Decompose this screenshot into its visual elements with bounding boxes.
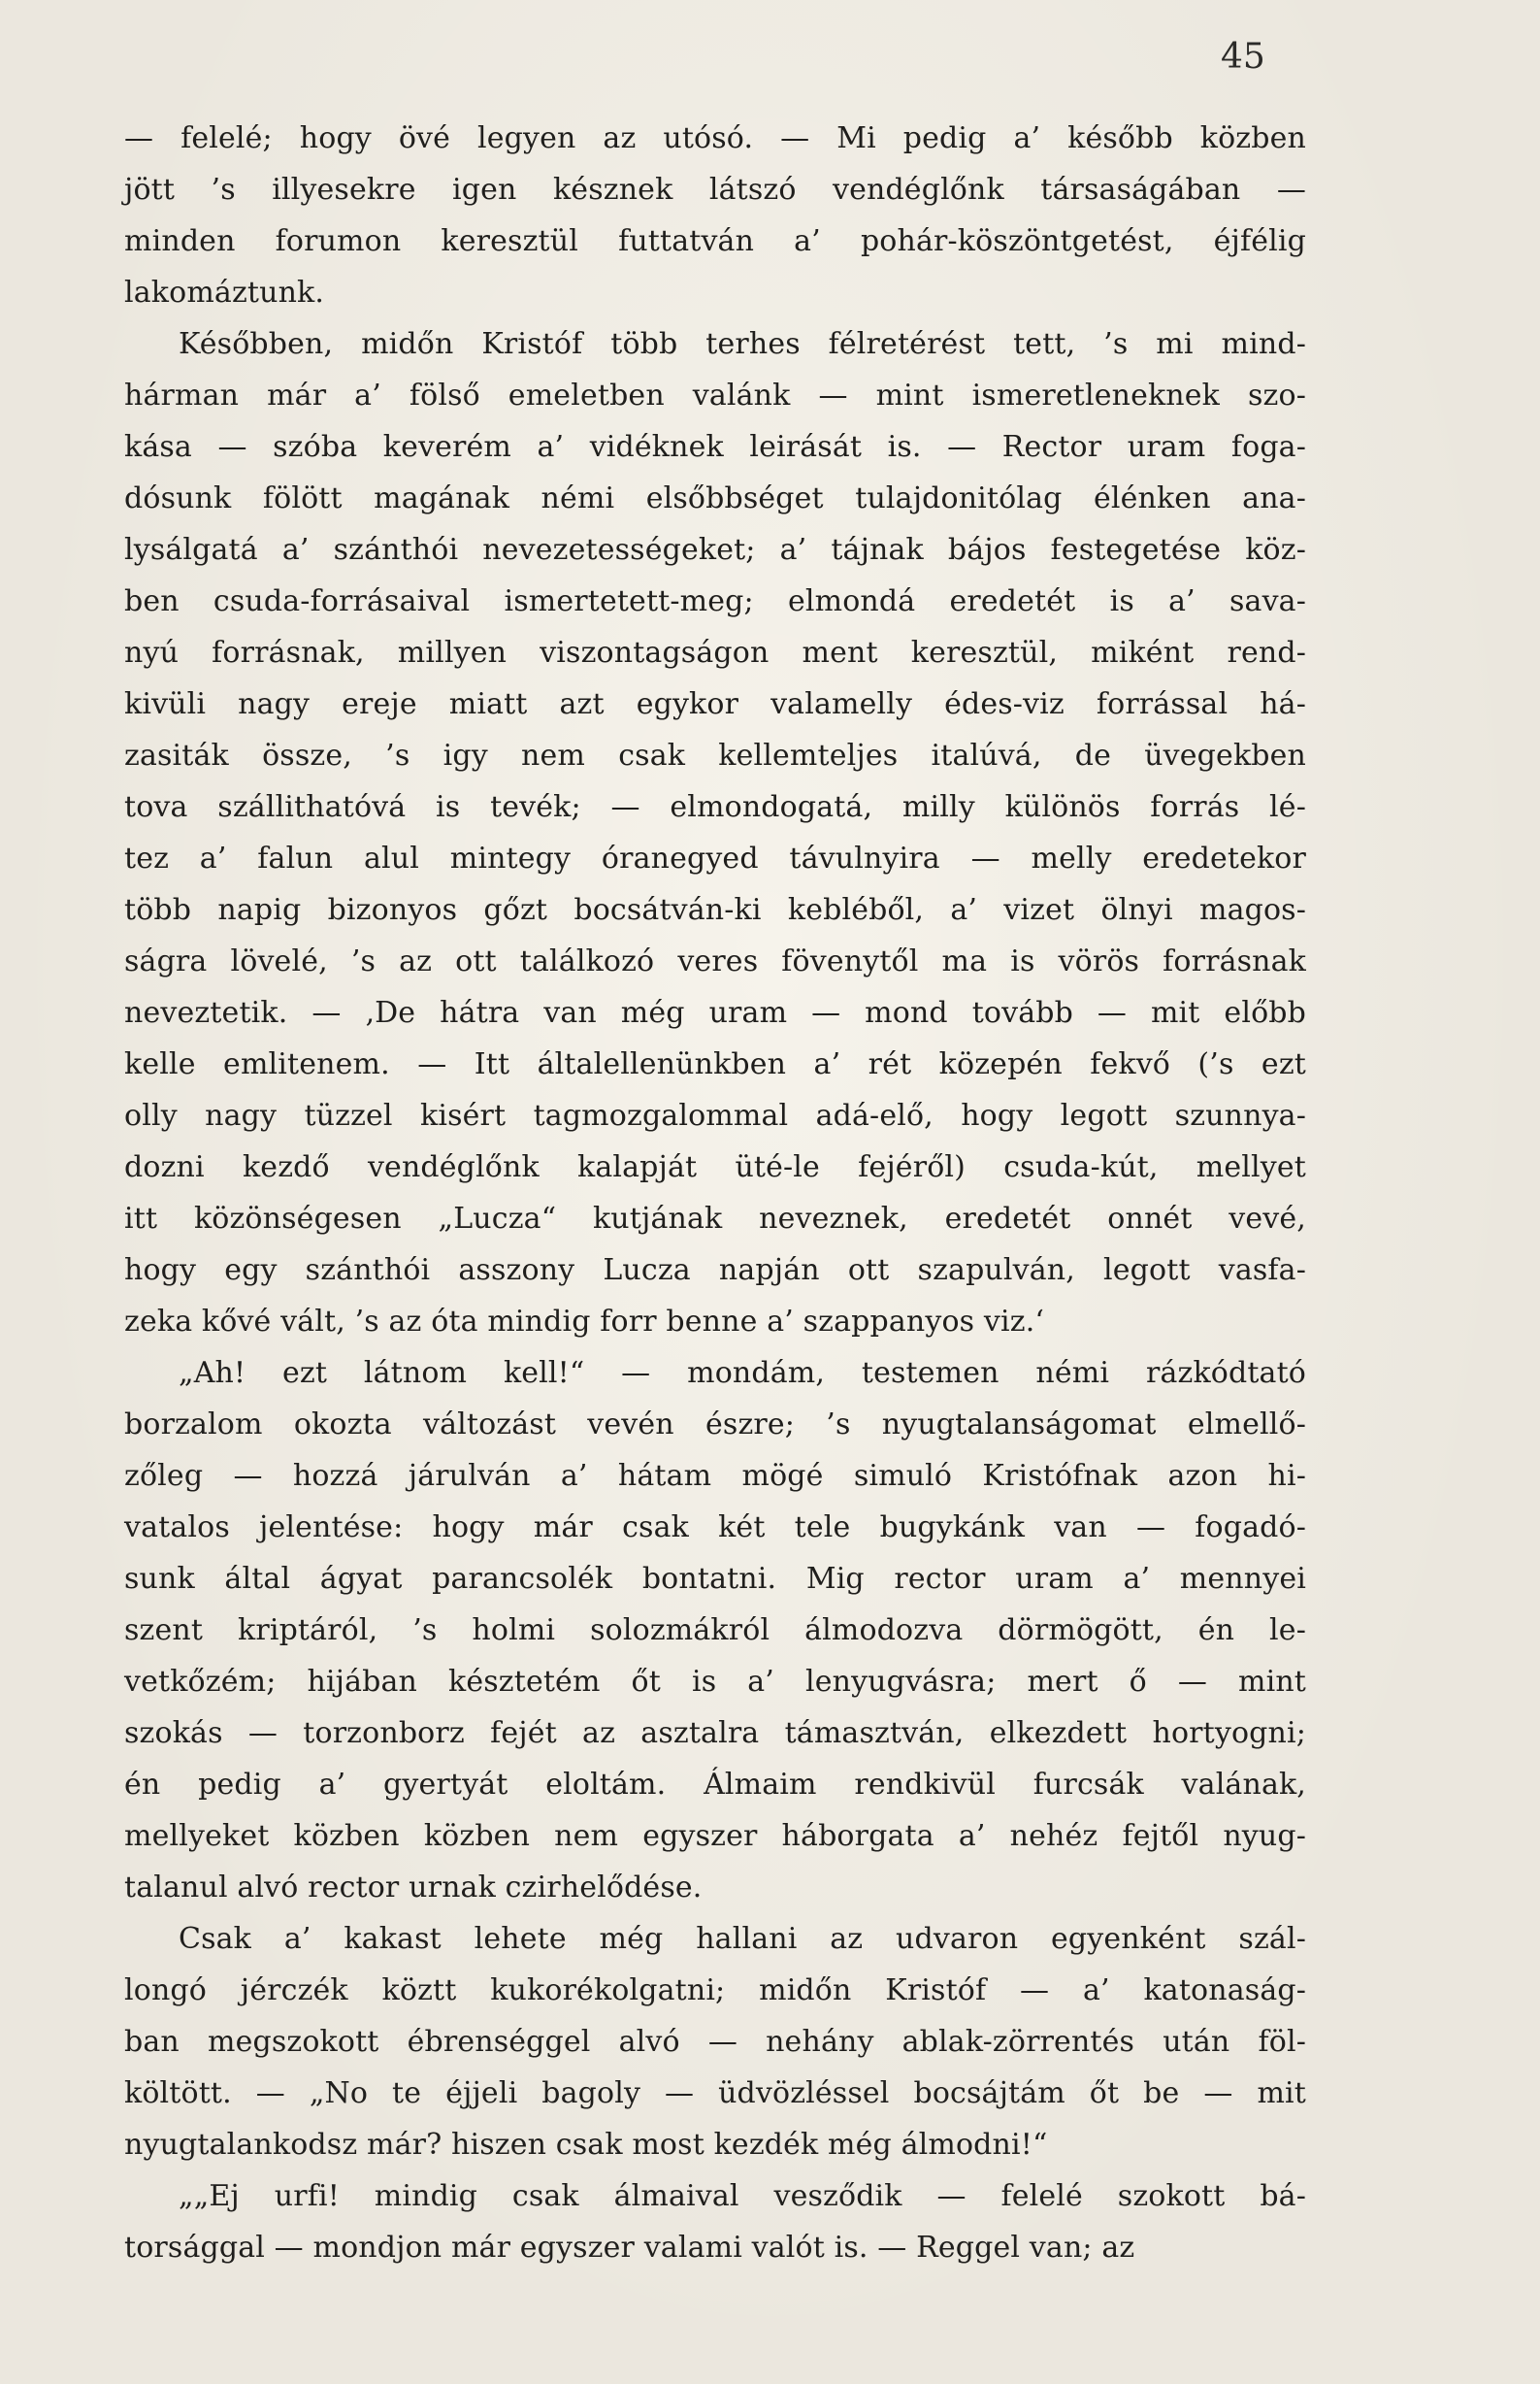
text-line: dósunk fölött magának némi elsőbbséget tulajdonitólag élénken ana- (124, 481, 1306, 515)
text-line: több napig bizonyos gőzt bocsátván-ki kebléből, a’ vizet ölnyi magos- (124, 893, 1306, 927)
text-line: neveztetik. — ‚De hátra van még uram — mond tovább — mit előbb (124, 996, 1306, 1030)
text-line: nyugtalankodsz már? hiszen csak most kezdék még álmodni!“ (124, 2128, 1048, 2162)
paragraph (124, 2170, 1306, 2273)
text-line: Csak a’ kakast lehete még hallani az udvaron egyenként szál- (179, 1922, 1306, 1956)
text-line: vetkőzém; hijában késztetém őt is a’ lenyugvásra; mert ő — mint (124, 1665, 1306, 1699)
text-line: én pedig a’ gyertyát eloltám. Álmaim rendkivül furcsák valának, (124, 1768, 1306, 1802)
text-line: zasiták össze, ’s igy nem csak kellemteljes italúvá, de üvegekben (124, 739, 1306, 773)
text-line: itt közönségesen „Lucza“ kutjának neveznek, eredetét onnét vevé, (124, 1202, 1306, 1236)
text-line: szokás — torzonborz fejét az asztalra támasztván, elkezdett hortyogni; (124, 1716, 1306, 1750)
text-line: lysálgatá a’ szánthói nevezetességeket; a’ tájnak bájos festegetése köz- (124, 533, 1306, 567)
text-line: ságra lövelé, ’s az ott találkozó veres fövenytől ma is vörös forrásnak (124, 944, 1306, 978)
text-line: borzalom okozta változást vevén észre; ’s nyugtalanságomat elmellő- (124, 1407, 1306, 1441)
text-line: tez a’ falun alul mintegy óranegyed távulnyira — melly eredetekor (124, 842, 1306, 876)
text-line: — felelé; hogy övé legyen az utósó. — Mi pedig a’ később közben (124, 121, 1306, 155)
text-line: kelle emlitenem. — Itt általellenünkben a’ rét közepén fekvő (’s ezt (124, 1047, 1306, 1081)
text-line: ban megszokott ébrenséggel alvó — nehány ablak-zörrentés után föl- (124, 2025, 1306, 2059)
text-line: kivüli nagy ereje miatt azt egykor valamelly édes-viz forrással há- (124, 687, 1306, 721)
text-line: kása — szóba keverém a’ vidéknek leirását is. — Rector uram foga- (124, 430, 1306, 464)
text-line: nyú forrásnak, millyen viszontagságon ment keresztül, miként rend- (124, 636, 1306, 670)
text-line: „Ah! ezt látnom kell!“ — mondám, testemen némi rázkódtató (179, 1356, 1306, 1390)
text-line: hárman már a’ fölső emeletben valánk — mint ismeretleneknek szo- (124, 379, 1306, 413)
text-line: mellyeket közben közben nem egyszer háborgata a’ nehéz fejtől nyug- (124, 1819, 1306, 1853)
paragraph (124, 318, 1306, 1347)
text-line: Későbben, midőn Kristóf több terhes félretérést tett, ’s mi mind- (179, 327, 1306, 361)
text-line: jött ’s illyesekre igen késznek látszó vendéglőnk társaságában — (124, 173, 1306, 207)
text-line: „„Ej urfi! mindig csak álmaival vesződik — felelé szokott bá- (179, 2179, 1306, 2213)
text-line: olly nagy tüzzel kisért tagmozgalommal adá-elő, hogy legott szunnya- (124, 1099, 1306, 1133)
text-line: lakomáztunk. (124, 276, 325, 310)
text-line: költött. — „No te éjjeli bagoly — üdvözléssel bocsájtám őt be — mit (124, 2076, 1306, 2110)
page-number: 45 (1221, 37, 1265, 77)
body-text (124, 113, 1306, 2273)
text-line: torsággal — mondjon már egyszer valami valót is. — Reggel van; az (124, 2231, 1135, 2265)
text-line: vatalos jelentése: hogy már csak két tele bugykánk van — fogadó- (124, 1510, 1306, 1544)
text-line: ben csuda-forrásaival ismertetett-meg; elmondá eredetét is a’ sava- (124, 584, 1306, 618)
text-line: zeka kővé vált, ’s az óta mindig forr benne a’ szappanyos viz.‘ (124, 1305, 1045, 1339)
paragraph (124, 1347, 1306, 1913)
paragraph (124, 113, 1306, 318)
text-line: tova szállithatóvá is tevék; — elmondogatá, milly különös forrás lé- (124, 790, 1306, 824)
text-line: minden forumon keresztül futtatván a’ pohár-köszöntgetést, éjfélig (124, 224, 1306, 258)
text-line: dozni kezdő vendéglőnk kalapját üté-le fejéről) csuda-kút, mellyet (124, 1150, 1306, 1184)
text-line: szent kriptáról, ’s holmi solozmákról álmodozva dörmögött, én le- (124, 1613, 1306, 1647)
text-line: longó jérczék köztt kukorékolgatni; midőn Kristóf — a’ katonaság- (124, 1973, 1306, 2007)
text-line: talanul alvó rector urnak czirhelődése. (124, 1871, 703, 1904)
text-line: hogy egy szánthói asszony Lucza napján ott szapulván, legott vasfa- (124, 1253, 1306, 1287)
paragraph (124, 1913, 1306, 2170)
text-line: zőleg — hozzá járulván a’ hátam mögé simuló Kristófnak azon hi- (124, 1459, 1306, 1493)
text-line: sunk által ágyat parancsolék bontatni. Mig rector uram a’ mennyei (124, 1562, 1306, 1596)
